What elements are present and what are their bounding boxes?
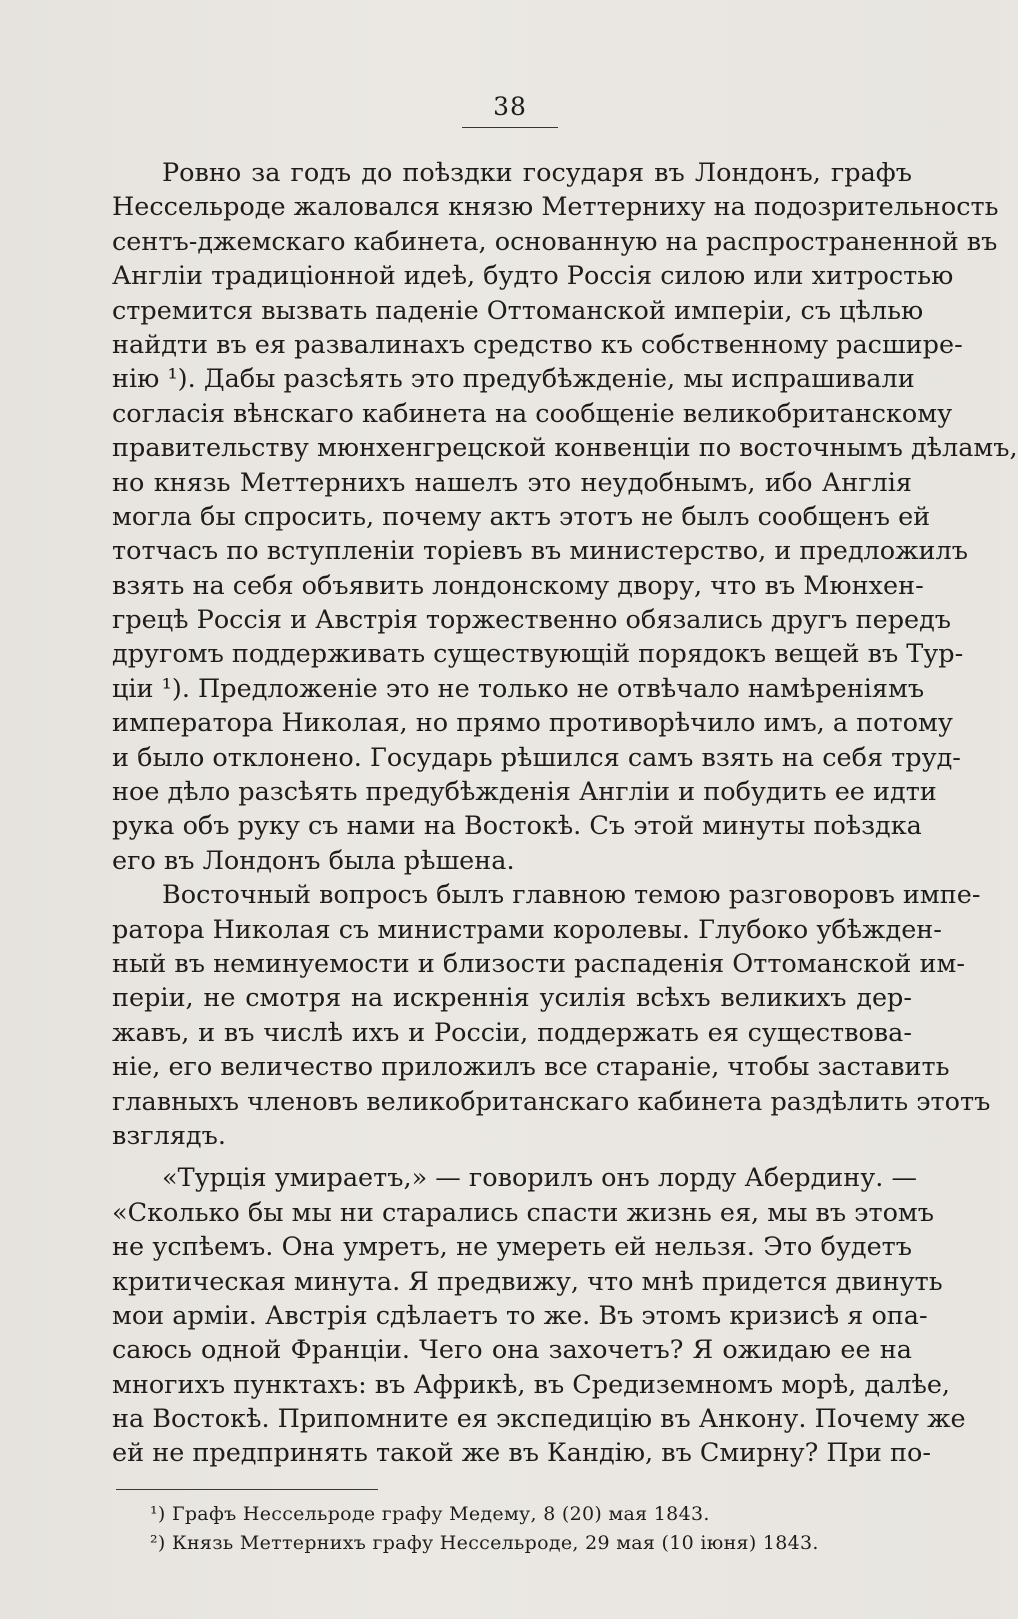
text-line: Нессельроде жаловался князю Меттерниху на подозрительность <box>112 192 999 223</box>
text-line: не успѣемъ. Она умретъ, не умереть ей нельзя. Это будетъ <box>112 1232 912 1263</box>
text-line: Ровно за годъ до поѣздки государя въ Лондонъ, графъ <box>162 158 912 188</box>
text-line: могла бы спросить, почему актъ этотъ не былъ сообщенъ ей <box>112 501 931 532</box>
text-line: Восточный вопросъ былъ главною темою разговоровъ импе- <box>162 880 981 911</box>
page-number-rule <box>462 127 558 128</box>
text-line: ное дѣло разсѣять предубѣжденія Англіи и побудить ее идти <box>112 777 937 808</box>
text-line: жавъ, и въ числѣ ихъ и Россіи, поддержать ея существова- <box>112 1017 912 1048</box>
footnote-rule <box>116 1489 378 1490</box>
text-line: на Востокѣ. Припомните ея экспедицію въ Анкону. Почему же <box>112 1404 966 1435</box>
text-line: взглядъ. <box>112 1120 226 1151</box>
text-line: ніе, его величество приложилъ все стараніе, чтобы заставить <box>112 1052 950 1083</box>
text-line: стремится вызвать паденіе Оттоманской имперіи, съ цѣлью <box>112 295 924 326</box>
paragraph-1 <box>112 156 1018 878</box>
text-line: согласія вѣнскаго кабинета на сообщеніе великобританскому <box>112 398 953 429</box>
text-line: періи, не смотря на искреннія усилія всѣхъ великихъ дер- <box>112 983 912 1014</box>
text-line: мои арміи. Австрія сдѣлаетъ то же. Въ этомъ кризисѣ я опа- <box>112 1300 928 1331</box>
text-line: «Турція умираетъ,» — говорилъ онъ лорду Абердину. — <box>162 1163 918 1194</box>
text-line: главныхъ членовъ великобританскаго кабинета раздѣлить этотъ <box>112 1086 991 1117</box>
text-line: нію ¹). Дабы разсѣять это предубѣжденіе, мы испрашивали <box>112 364 915 395</box>
text-line: его въ Лондонъ была рѣшена. <box>112 845 515 876</box>
paragraph-2 <box>112 878 991 1153</box>
text-line: «Сколько бы мы ни старались спасти жизнь ея, мы въ этомъ <box>112 1197 934 1228</box>
paragraph-3 <box>112 1161 966 1471</box>
text-line: правительству мюнхенгрецской конвенціи по восточнымъ дѣламъ, <box>112 433 1018 464</box>
paragraph-gap <box>112 1153 912 1161</box>
text-line: ратора Николая съ министрами королевы. Глубоко убѣжден- <box>112 914 942 945</box>
text-line: сентъ-джемскаго кабинета, основанную на распространенной въ <box>112 226 998 257</box>
footnote-1: ¹) Графъ Нессельроде графу Медему, 8 (20) мая 1843. <box>150 1503 710 1525</box>
footnotes <box>150 1500 930 1558</box>
text-line: грецѣ Россія и Австрія торжественно обязались другъ передъ <box>112 605 952 636</box>
text-line: другомъ поддерживать существующій порядокъ вещей въ Тур- <box>112 639 964 670</box>
text-line: многихъ пунктахъ: въ Африкѣ, въ Средиземномъ морѣ, далѣе, <box>112 1369 951 1400</box>
text-line: саюсь одной Франціи. Чего она захочетъ? Я ожидаю ее на <box>112 1335 912 1366</box>
text-line: рука объ руку съ нами на Востокѣ. Съ этой минуты поѣздка <box>112 811 922 842</box>
text-line: Англіи традиціонной идеѣ, будто Россія силою или хитростью <box>112 261 954 292</box>
footnote-2: ²) Князь Меттернихъ графу Нессельроде, 29 мая (10 іюня) 1843. <box>150 1532 819 1554</box>
text-line: ціи ¹). Предложеніе это не только не отвѣчало намѣреніямъ <box>112 673 925 704</box>
body-text <box>112 156 1018 1471</box>
text-line: и было отклонено. Государь рѣшился самъ взять на себя труд- <box>112 742 961 773</box>
text-line: тотчасъ по вступленіи торіевъ въ министерство, и предложилъ <box>112 536 968 567</box>
text-line: ей не предпринять такой же въ Кандію, въ Смирну? При по- <box>112 1438 931 1469</box>
text-line: но князь Меттернихъ нашелъ это неудобнымъ, ибо Англія <box>112 467 912 498</box>
page-number: 38 <box>493 92 527 121</box>
text-line: императора Николая, но прямо противорѣчило имъ, а потому <box>112 708 953 739</box>
text-line: ный въ неминуемости и близости распаденія Оттоманской им- <box>112 948 965 979</box>
text-line: критическая минута. Я предвижу, что мнѣ придется двинуть <box>112 1266 943 1297</box>
text-line: взять на себя объявить лондонскому двору, что въ Мюнхен- <box>112 570 924 601</box>
text-line: найдти въ ея развалинахъ средство къ собственному расшире- <box>112 329 963 360</box>
